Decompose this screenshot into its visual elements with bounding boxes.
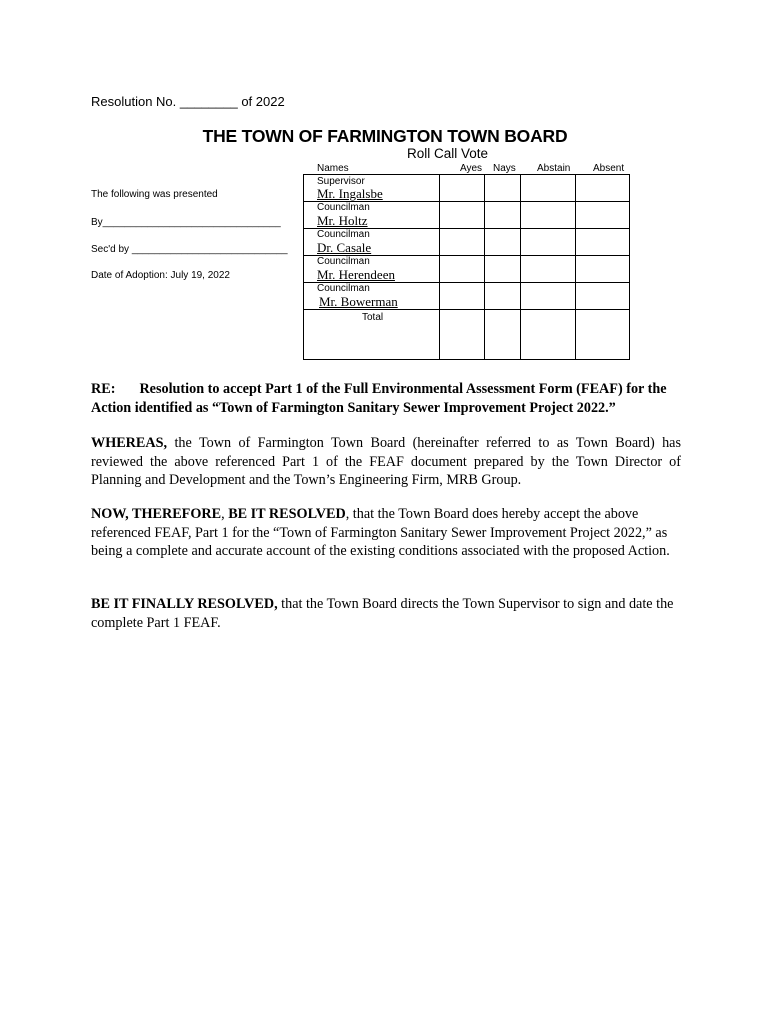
resolved-text: , that the Town Board does hereby accept the above referenced FEAF, Part 1 for the “Town of Farmington Sanitary Sewer Improvement Project 2022,” as being a complete and accurate account of the existing conditions associated with the proposed Action.	[91, 506, 670, 559]
now-separator: ,	[221, 506, 229, 522]
adoption-date: Date of Adoption: July 19, 2022	[91, 270, 230, 281]
re-label: RE:	[91, 381, 116, 397]
member-name: Dr. Casale	[317, 240, 372, 255]
member-role: Councilman	[317, 256, 370, 267]
column-header-ayes: Ayes	[460, 163, 483, 174]
column-header-nays: Nays	[493, 163, 516, 174]
column-header-abstain: Abstain	[537, 163, 571, 174]
column-header-absent: Absent	[593, 163, 625, 174]
member-name: Mr. Ingalsbe	[317, 186, 383, 201]
member-role: Supervisor	[317, 176, 365, 187]
resolved-paragraph	[91, 505, 681, 561]
member-role: Councilman	[317, 283, 370, 294]
whereas-paragraph	[91, 434, 681, 490]
whereas-text: the Town of Farmington Town Board (hereinafter referred to as Town Board) has reviewed the above referenced Part 1 of the FEAF document prepared by the Town Director of Planning and Development and the Town’s Engineering Firm, MRB Group.	[91, 435, 681, 488]
be-it-resolved-label: BE IT RESOLVED	[228, 506, 346, 522]
member-role: Councilman	[317, 202, 370, 213]
presented-label: The following was presented	[91, 189, 218, 200]
finally-resolved-label: BE IT FINALLY RESOLVED,	[91, 596, 278, 612]
total-label: Total	[362, 312, 384, 323]
page-title: THE TOWN OF FARMINGTON TOWN BOARD	[202, 126, 568, 146]
member-name: Mr. Bowerman	[319, 294, 398, 309]
now-therefore-label: NOW, THEREFORE	[91, 506, 222, 522]
finally-resolved-paragraph	[91, 595, 681, 632]
roll-call-table	[303, 162, 630, 360]
re-text: Resolution to accept Part 1 of the Full Environmental Assessment Form (FEAF) for the Action identified as “Town of Farmington Sanitary Sewer Improvement Project 2022.”	[91, 381, 667, 416]
member-name: Mr. Holtz	[317, 213, 368, 228]
re-paragraph	[91, 380, 681, 417]
resolution-number: Resolution No. ________ of 2022	[91, 94, 285, 109]
roll-call-heading: Roll Call Vote	[407, 146, 489, 161]
column-header-names: Names	[317, 163, 349, 174]
member-role: Councilman	[317, 229, 370, 240]
whereas-label: WHEREAS,	[91, 435, 168, 451]
member-name: Mr. Herendeen	[317, 267, 395, 282]
finally-resolved-text: that the Town Board directs the Town Supervisor to sign and date the complete Part 1 FEAF.	[91, 596, 674, 631]
seconded-by-line: Sec'd by ____________________________	[91, 244, 288, 255]
presented-by-line: By________________________________	[91, 217, 281, 228]
